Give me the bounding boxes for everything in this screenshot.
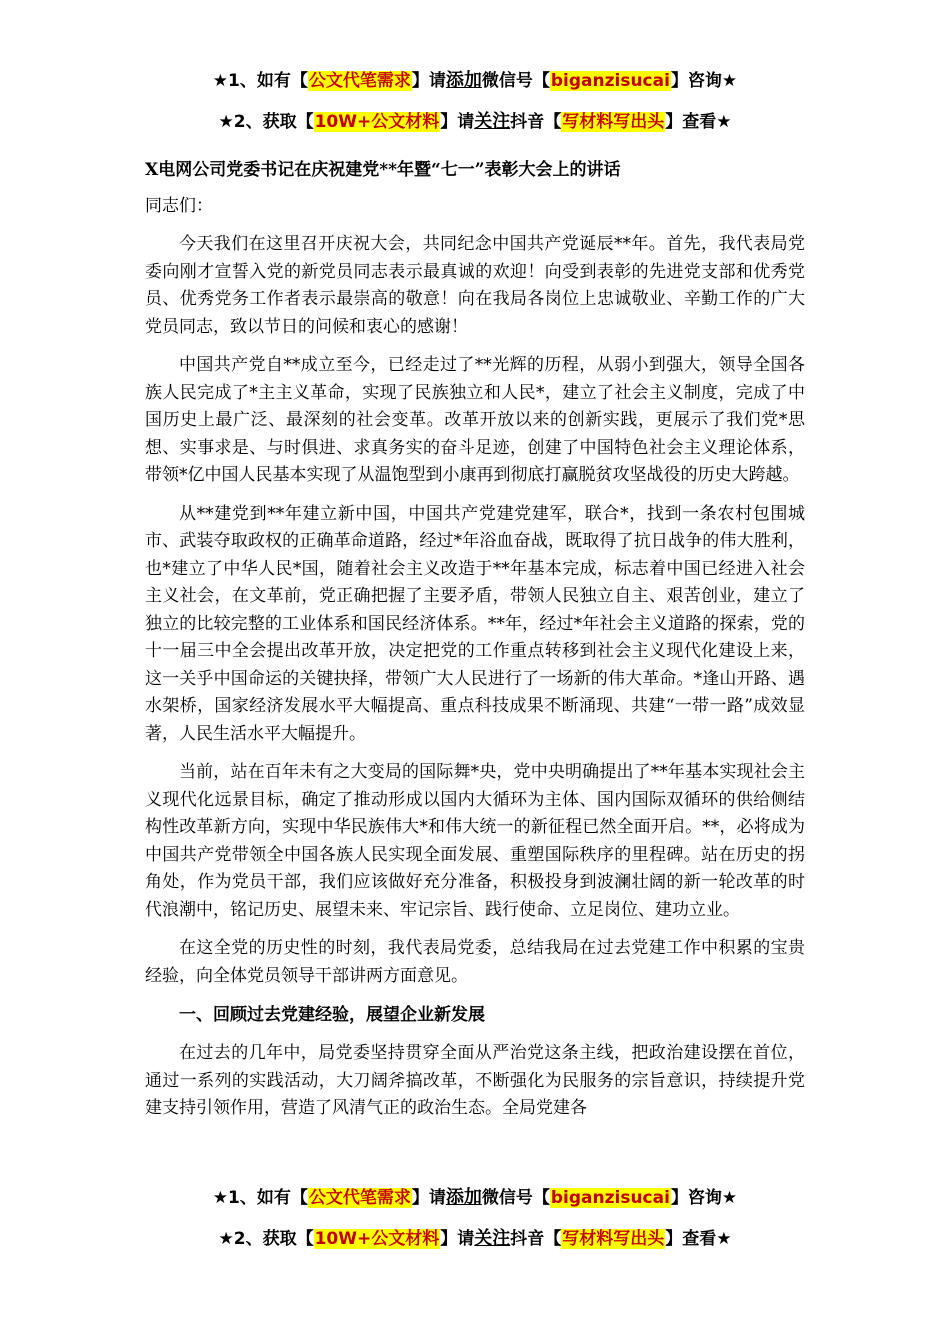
highlight-ghostwriting: 公文代笔需求 <box>308 1188 411 1208</box>
highlight-materials: 10W+公文材料 <box>314 112 440 132</box>
paragraph: 当前，站在百年未有之大变局的国际舞*央，党中央明确提出了**年基本实现社会主义现代化远景目标，确定了推动形成以国内大循环为主体、国内国际双循环的供给侧结构性改革新方向，实现中华民族伟大*和伟大统一的新征程已然全面开启。**，必将成为中国共产党带领全中国各族人民实现全面发展、重塑国际秩序的里程碑。站在历史的拐角处，作为党员干部，我们应该做好充分准备，积极投身到波澜壮阔的新一轮改革的时代浪潮中，铭记历史、展望未来、牢记宗旨、践行使命、立足岗位、建功立业。 <box>145 762 805 920</box>
paragraph: 在过去的几年中，局党委坚持贯穿全面从严治党这条主线，把政治建设摆在首位，通过一系列的实践活动，大刀阔斧搞改革，不断强化为民服务的宗旨意识，持续提升党建支持引领作用，营造了风清气正的政治生态。全局党建各 <box>145 1043 805 1118</box>
section-heading: 一、回顾过去党建经验，展望企业新发展 <box>179 1005 485 1025</box>
paragraph: 中国共产党自**成立至今，已经走过了**光辉的历程，从弱小到强大，领导全国各族人民完成了*主主义革命，实现了民族独立和人民*，建立了社会主义制度，完成了中国历史上最广泛、最深刻的社会变革。改革开放以来的创新实践，更展示了我们党*思想、实事求是、与时俱进、求真务实的奋斗足迹，创建了中国特色社会主义理论体系，带领*亿中国人民基本实现了从温饱型到小康再到彻底打赢脱贫攻坚战役的历史大跨越。 <box>145 355 805 485</box>
document-title: X电网公司党委书记在庆祝建党**年暨“七一”表彰大会上的讲话 <box>145 160 621 180</box>
highlight-douyin: 写材料写出头 <box>562 112 665 132</box>
promo-banner-top-line-1: ★1、如有【公文代笔需求】请添加微信号【biganzisucai】咨询★ <box>212 70 738 91</box>
highlight-wechat-id: biganzisucai <box>550 71 670 91</box>
highlight-douyin: 写材料写出头 <box>562 1229 665 1249</box>
highlight-materials: 10W+公文材料 <box>314 1229 440 1249</box>
paragraph: 今天我们在这里召开庆祝大会，共同纪念中国共产党诞辰**年。首先，我代表局党委向刚才宣誓入党的新党员同志表示最真诚的欢迎！向受到表彰的先进党支部和优秀党员、优秀党务工作者表示最崇高的敬意！向在我局各岗位上忠诚敬业、辛勤工作的广大党员同志，致以节日的问候和衷心的感谢！ <box>145 234 805 337</box>
document-body <box>145 156 805 1134</box>
highlight-wechat-id: biganzisucai <box>550 1188 670 1208</box>
promo-banner-bottom-line-2: ★2、获取【10W+公文材料】请关注抖音【写材料写出头】查看★ <box>218 1228 732 1249</box>
paragraph: 从**建党到**年建立新中国，中国共产党建党建军，联合*，找到一条农村包围城市、武装夺取政权的正确革命道路，经过*年浴血奋战，既取得了抗日战争的伟大胜利，也*建立了中华人民*国，随着社会主义改造于**年基本完成，标志着中国已经进入社会主义社会，在文革前，党正确把握了主要矛盾，带领人民独立自主、艰苦创业，建立了独立的比较完整的工业体系和国民经济体系。**年，经过*年社会主义道路的探索，党的十一届三中全会提出改革开放，决定把党的工作重点转移到社会主义现代化建设上来，这一关乎中国命运的关键抉择，带领广大人民进行了一场新的伟大革命。*逢山开路、遇水架桥，国家经济发展水平大幅提高、重点科技成果不断涌现、共建“一带一路”成效显著，人民生活水平大幅提升。 <box>145 503 805 744</box>
paragraph: 在这全党的历史性的时刻，我代表局党委，总结我局在过去党建工作中积累的宝贵经验，向全体党员领导干部讲两方面意见。 <box>145 938 805 986</box>
promo-banner-top-line-2: ★2、获取【10W+公文材料】请关注抖音【写材料写出头】查看★ <box>218 111 732 132</box>
promo-banner-bottom-line-1: ★1、如有【公文代笔需求】请添加微信号【biganzisucai】咨询★ <box>212 1187 738 1208</box>
greeting: 同志们： <box>145 196 213 216</box>
highlight-ghostwriting: 公文代笔需求 <box>308 71 411 91</box>
